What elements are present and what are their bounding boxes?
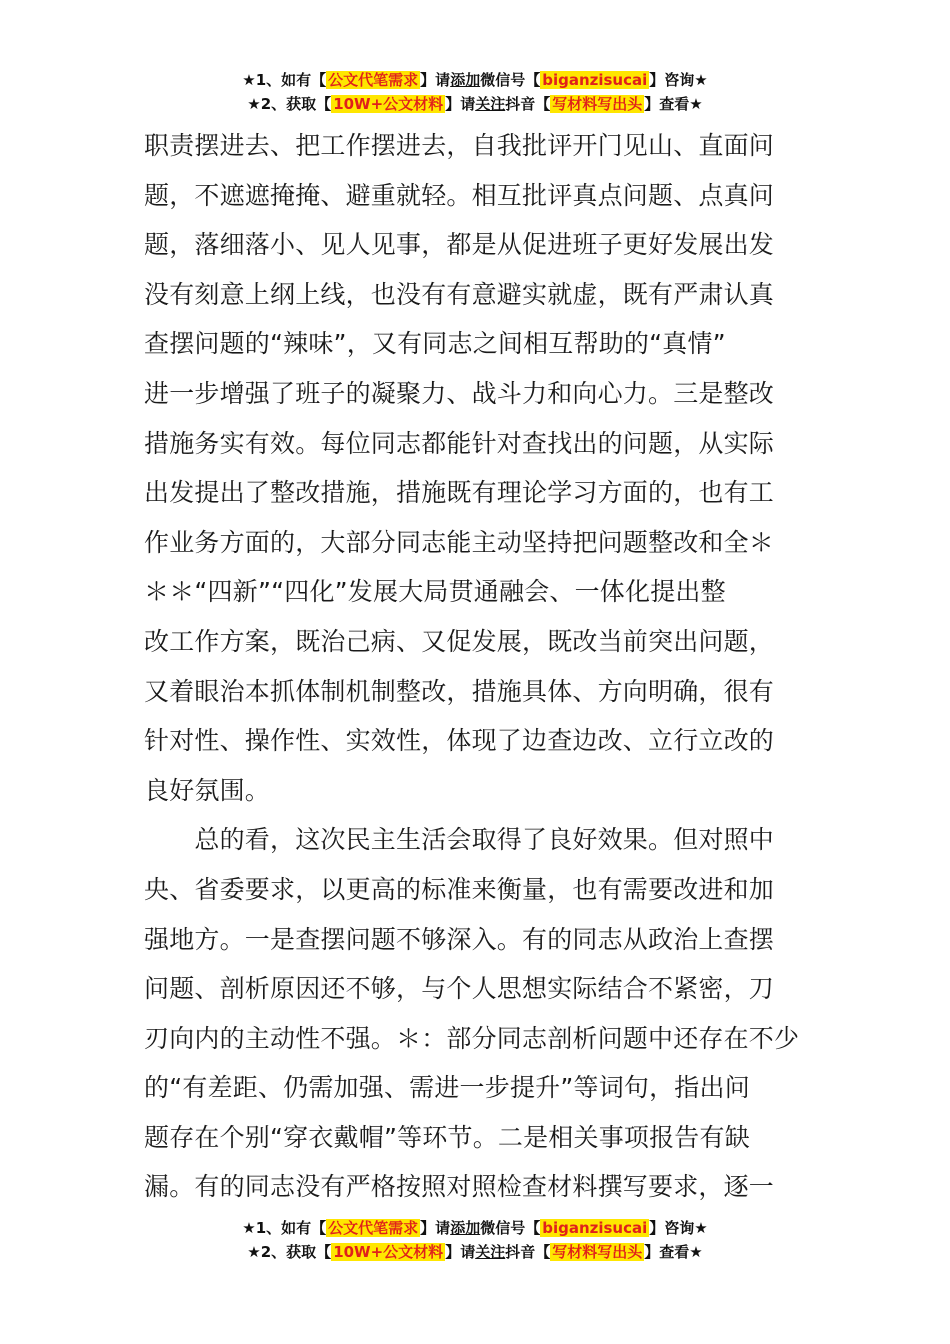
banner-underline: 关注 <box>475 95 506 113</box>
body-line: 又着眼治本抓体制机制整改，措施具体、方向明确，很有 <box>144 676 775 706</box>
banner-underline: 添加 <box>450 1219 481 1237</box>
banner-text: ★2、获取【 <box>247 1243 332 1261</box>
body-line: 题，不遮遮掩掩、避重就轻。相互批评真点问题、点真问 <box>144 180 775 210</box>
banner-line-2 <box>0 1240 950 1264</box>
footer-banner <box>0 1216 950 1264</box>
banner-line-1 <box>0 68 950 92</box>
body-line: 题存在个别“穿衣戴帽”等环节。二是相关事项报告有缺 <box>144 1122 750 1152</box>
body-line: 强地方。一是查摆问题不够深入。有的同志从政治上查摆 <box>144 924 775 954</box>
body-line: 总的看，这次民主生活会取得了良好效果。但对照中 <box>144 825 775 855</box>
banner-highlight: 写材料写出头 <box>552 95 643 113</box>
banner-text: 】咨询★ <box>649 1219 708 1237</box>
body-line: 针对性、操作性、实效性，体现了边查边改、立行立改的 <box>144 726 775 756</box>
banner-text: 】请 <box>445 1243 476 1261</box>
banner-text: 】查看★ <box>644 95 703 113</box>
body-line: 查摆问题的“辣味”，又有同志之间相互帮助的“真情” <box>144 329 726 359</box>
banner-line-2 <box>0 92 950 116</box>
body-line: 没有刻意上纲上线，也没有有意避实就虚，既有严肃认真 <box>144 279 775 309</box>
banner-text: 】查看★ <box>644 1243 703 1261</box>
banner-highlight: biganzisucai <box>542 71 648 89</box>
body-line: 进一步增强了班子的凝聚力、战斗力和向心力。三是整改 <box>144 378 775 408</box>
body-line: 的“有差距、仍需加强、需进一步提升”等词句，指出问 <box>144 1073 750 1103</box>
body-line: ＊＊“四新”“四化”发展大局贯通融会、一体化提出整 <box>144 577 726 607</box>
banner-text: 抖音【 <box>505 95 551 113</box>
body-line: 措施务实有效。每位同志都能针对查找出的问题，从实际 <box>144 428 775 458</box>
banner-highlight: 10W+公文材料 <box>333 95 444 113</box>
body-line: 央、省委要求，以更高的标准来衡量，也有需要改进和加 <box>144 874 775 904</box>
body-line: 作业务方面的，大部分同志能主动坚持把问题整改和全＊ <box>144 527 775 557</box>
banner-underline: 添加 <box>450 71 481 89</box>
banner-text: ★2、获取【 <box>247 95 332 113</box>
header-banner <box>0 68 950 116</box>
banner-text: 抖音【 <box>505 1243 551 1261</box>
banner-text: 】请 <box>420 1219 451 1237</box>
banner-highlight: 公文代笔需求 <box>328 1219 419 1237</box>
body-line: 职责摆进去、把工作摆进去，自我批评开门见山、直面问 <box>144 131 775 160</box>
body-line: 问题、剖析原因还不够，与个人思想实际结合不紧密，刀 <box>144 974 775 1004</box>
banner-text: 微信号【 <box>480 1219 541 1237</box>
body-line: 题，落细落小、见人见事，都是从促进班子更好发展出发 <box>144 230 775 260</box>
banner-text: ★1、如有【 <box>242 1219 327 1237</box>
banner-highlight: biganzisucai <box>542 1219 648 1237</box>
banner-text: ★1、如有【 <box>242 71 327 89</box>
banner-text: 】请 <box>420 71 451 89</box>
banner-underline: 关注 <box>475 1243 506 1261</box>
body-line: 良好氛围。 <box>144 775 271 805</box>
banner-highlight: 写材料写出头 <box>552 1243 643 1261</box>
banner-text: 】咨询★ <box>649 71 708 89</box>
body-line: 漏。有的同志没有严格按照对照检查材料撰写要求，逐一 <box>144 1172 775 1202</box>
body-line: 出发提出了整改措施，措施既有理论学习方面的，也有工 <box>144 478 775 508</box>
body-line: 改工作方案，既治己病、又促发展，既改当前突出问题， <box>144 626 775 656</box>
banner-line-1 <box>0 1216 950 1240</box>
banner-highlight: 公文代笔需求 <box>328 71 419 89</box>
document-body <box>144 121 808 1212</box>
body-line: 刃向内的主动性不强。＊：部分同志剖析问题中还存在不少 <box>144 1023 800 1053</box>
banner-highlight: 10W+公文材料 <box>333 1243 444 1261</box>
banner-text: 微信号【 <box>480 71 541 89</box>
banner-text: 】请 <box>445 95 476 113</box>
